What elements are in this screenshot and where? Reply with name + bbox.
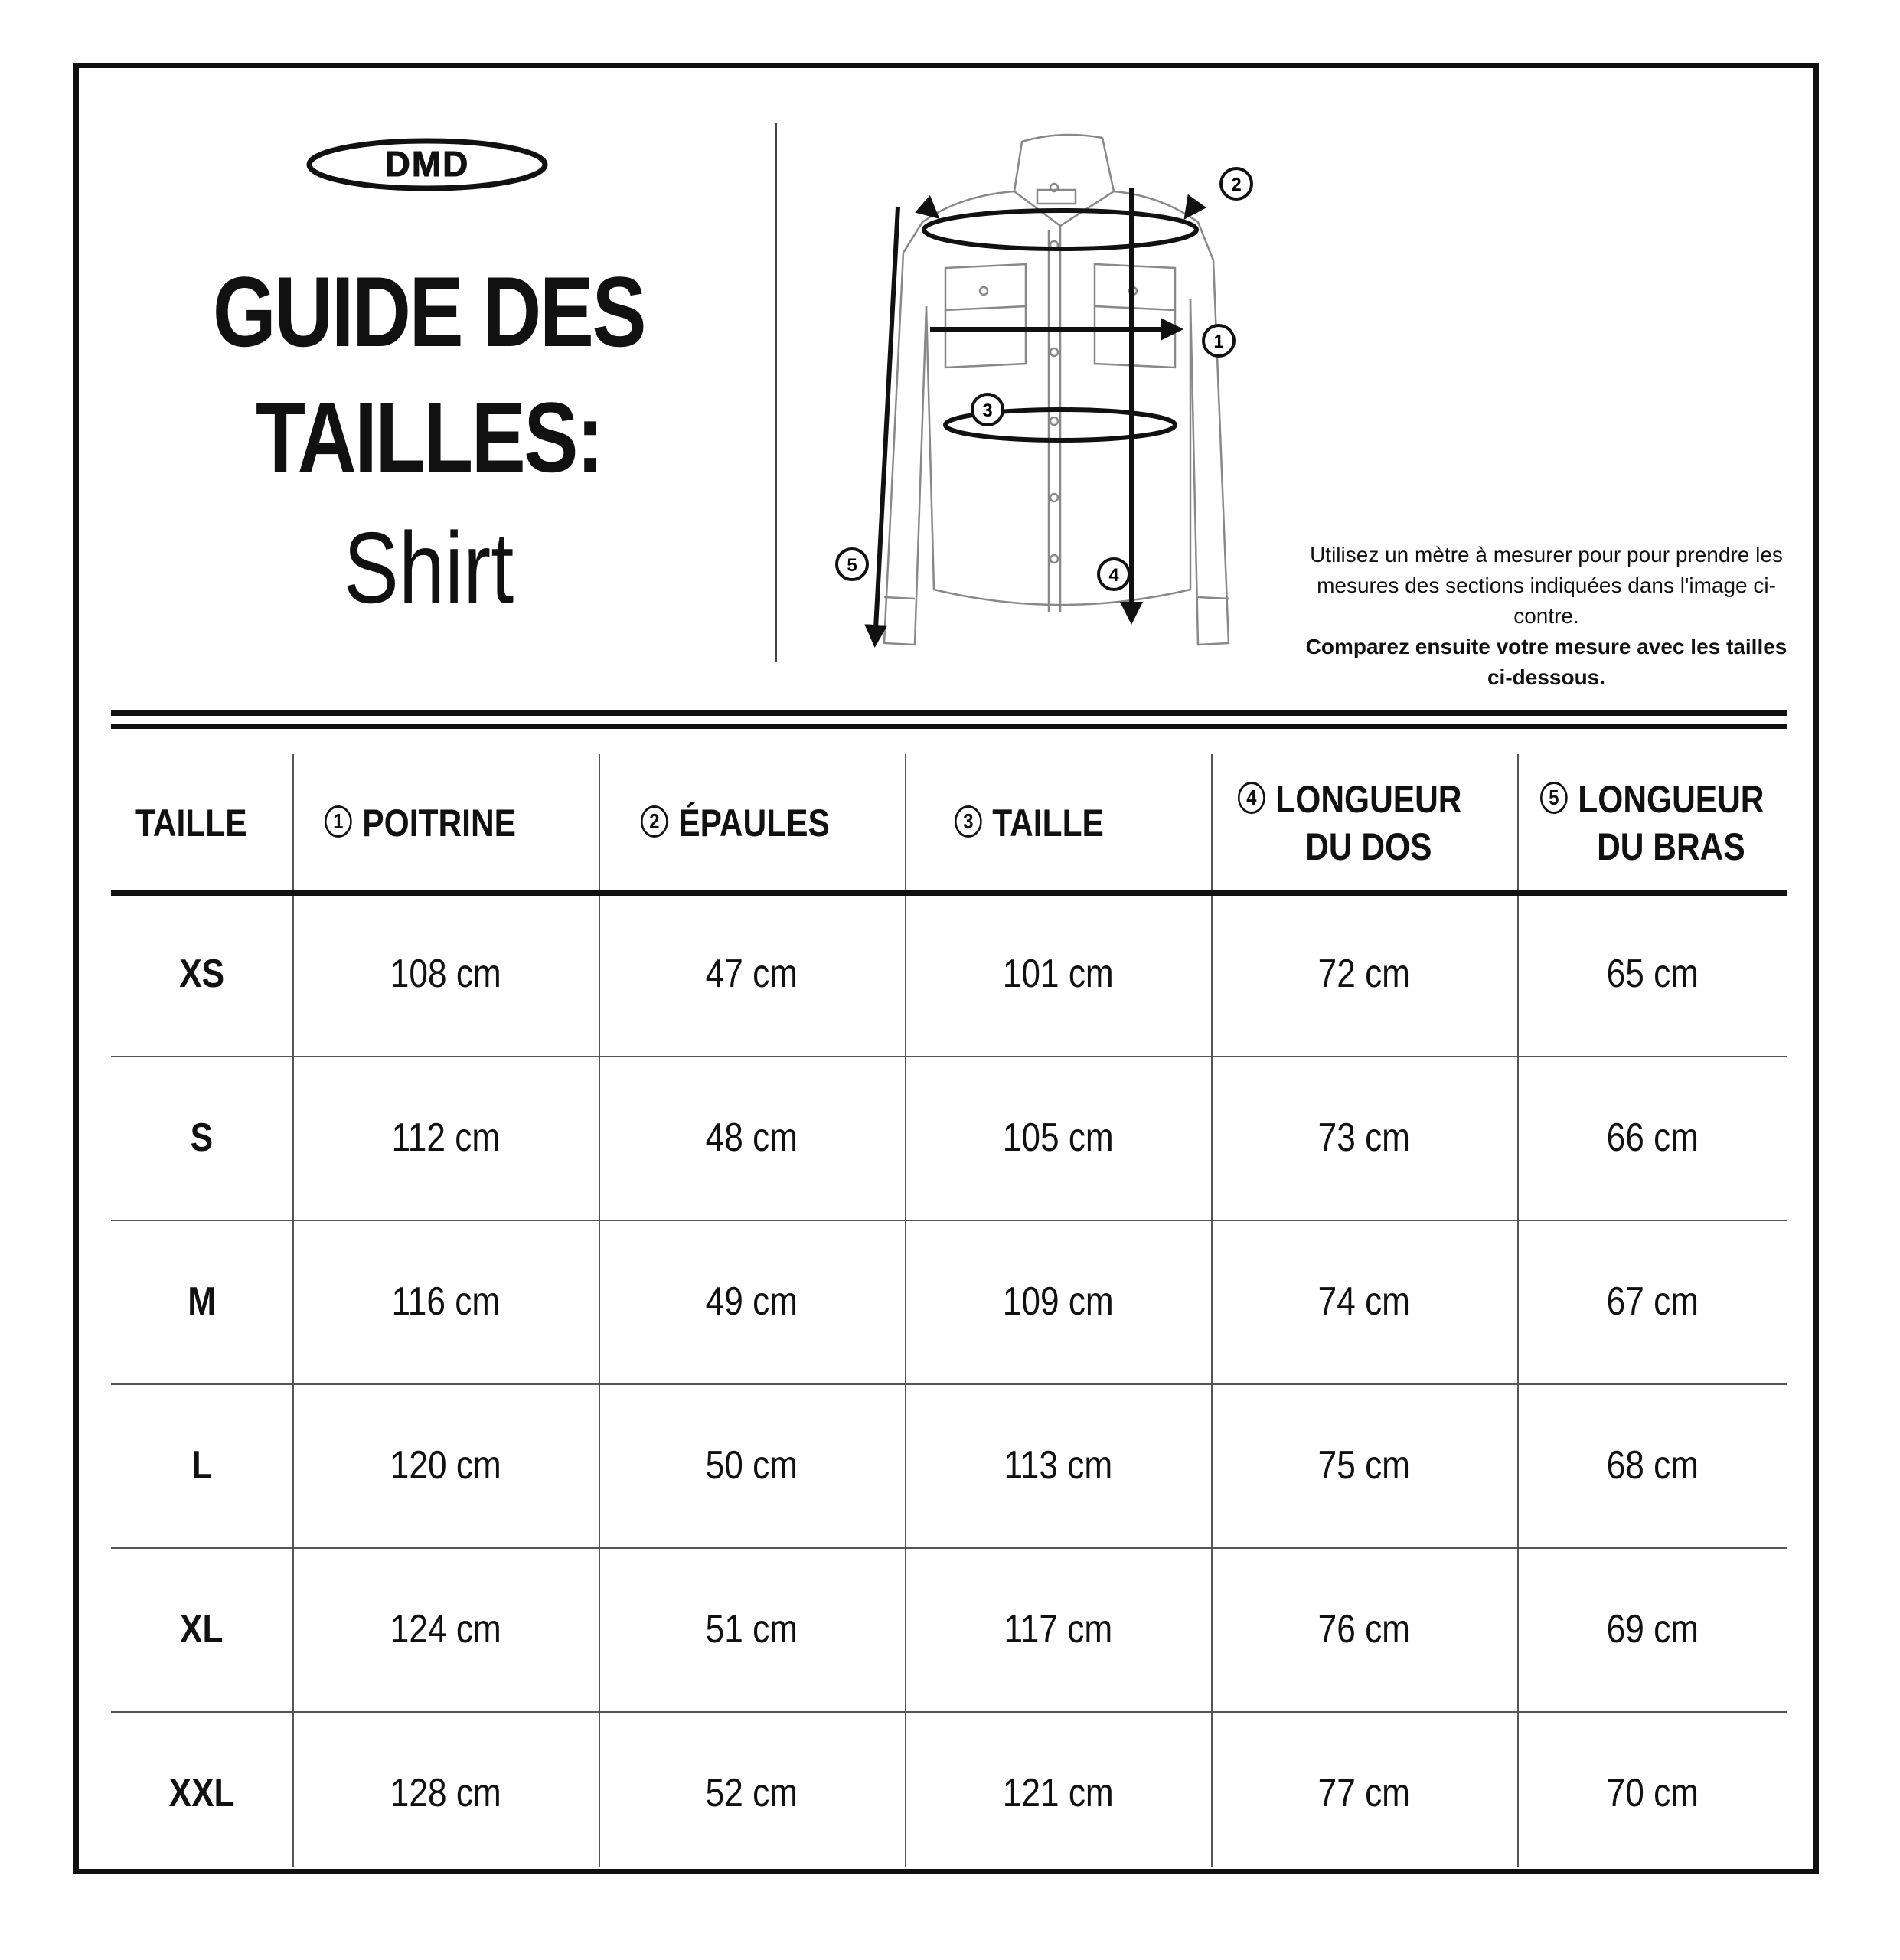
measure-cell <box>1517 1711 1787 1875</box>
cell-text: 112 cm <box>391 1116 500 1160</box>
cell-text: 72 cm <box>1317 952 1411 996</box>
column-number-icon: 5 <box>1540 782 1568 814</box>
column-header-3 <box>955 754 1130 892</box>
column-number-icon: 3 <box>955 805 982 838</box>
column-label: POITRINE <box>362 802 517 844</box>
cell-text: 67 cm <box>1606 1279 1699 1324</box>
cell-text: 74 cm <box>1317 1279 1411 1324</box>
title-line-2: TAILLES: <box>255 381 602 493</box>
marker-5-icon <box>837 549 867 580</box>
cell-text: 109 cm <box>1002 1279 1114 1324</box>
cell-text: S <box>190 1116 214 1160</box>
measure-cell <box>292 892 599 1056</box>
measure-cell <box>1211 892 1517 1056</box>
column-divider <box>1211 754 1213 1867</box>
table-row <box>111 892 1787 1056</box>
page-title <box>178 249 680 500</box>
size-cell <box>111 1056 292 1220</box>
measure-cell <box>292 1711 599 1875</box>
measure-cell <box>599 1056 905 1220</box>
size-cell <box>111 892 292 1056</box>
measure-cell <box>599 1711 905 1875</box>
size-cell <box>111 1711 292 1875</box>
measure-cell <box>1211 1383 1517 1547</box>
cell-text: 124 cm <box>390 1607 501 1651</box>
section-rule-bottom <box>111 724 1787 729</box>
cell-text: 108 cm <box>390 952 501 996</box>
cell-text: 66 cm <box>1606 1116 1699 1160</box>
column-number-icon: 2 <box>641 805 668 838</box>
cell-text: 128 cm <box>390 1771 501 1815</box>
column-header-5 <box>1540 754 1804 892</box>
column-label: TAILLE <box>135 802 247 844</box>
measure-cell <box>1211 1220 1517 1383</box>
measure-cell <box>599 1547 905 1711</box>
measure-cell <box>905 1056 1211 1220</box>
note-line-3: Comparez ensuite votre mesure avec les tailles <box>1305 635 1787 658</box>
column-label: LONGUEUR DU DOS <box>1275 778 1462 868</box>
cell-text: 73 cm <box>1317 1116 1411 1160</box>
cell-text: 69 cm <box>1606 1607 1699 1651</box>
logo-text: DMD <box>384 144 470 184</box>
cell-text: 47 cm <box>705 952 798 996</box>
header-divider <box>775 122 777 662</box>
cell-text: 77 cm <box>1317 1771 1411 1815</box>
marker-4-icon <box>1099 559 1129 590</box>
measure-cell <box>1517 892 1787 1056</box>
table-row <box>111 1383 1787 1547</box>
measure-cell <box>905 1547 1211 1711</box>
svg-text:2: 2 <box>1231 175 1242 195</box>
measure-cell <box>1517 1220 1787 1383</box>
column-header-1 <box>325 754 550 892</box>
marker-1-icon <box>1203 325 1234 356</box>
marker-2-icon <box>1221 168 1252 199</box>
measure-cell <box>905 1220 1211 1383</box>
size-cell <box>111 1220 292 1383</box>
cell-text: 65 cm <box>1606 952 1699 996</box>
measure-cell <box>599 1383 905 1547</box>
cell-text: XXL <box>168 1771 235 1815</box>
cell-text: 52 cm <box>705 1771 798 1815</box>
cell-text: 120 cm <box>390 1443 501 1488</box>
cell-text: L <box>191 1443 212 1488</box>
measure-cell <box>905 1383 1211 1547</box>
cell-text: 105 cm <box>1002 1116 1114 1160</box>
column-divider <box>292 754 294 1867</box>
section-rule-top <box>111 710 1787 716</box>
cell-text: 68 cm <box>1606 1443 1699 1488</box>
cell-text: 117 cm <box>1004 1607 1112 1651</box>
measure-cell <box>1517 1383 1787 1547</box>
column-divider <box>599 754 600 1867</box>
dmd-logo <box>306 138 548 191</box>
header-underline <box>111 890 1787 896</box>
measure-cell <box>1211 1547 1517 1711</box>
cell-text: XL <box>180 1607 224 1651</box>
cell-text: 113 cm <box>1004 1443 1112 1488</box>
measure-cell <box>905 1711 1211 1875</box>
column-header-4 <box>1238 754 1501 892</box>
note-line-4: ci-dessous. <box>1487 665 1606 689</box>
cell-text: 121 cm <box>1002 1771 1114 1815</box>
column-label: LONGUEUR DU BRAS <box>1578 778 1765 868</box>
cell-text: 70 cm <box>1606 1771 1699 1815</box>
measure-cell <box>1211 1711 1517 1875</box>
cell-text: XS <box>179 952 224 996</box>
measure-cell <box>1517 1056 1787 1220</box>
measure-cell <box>1211 1056 1517 1220</box>
svg-text:3: 3 <box>982 400 993 421</box>
size-cell <box>111 1383 292 1547</box>
measure-cell <box>292 1056 599 1220</box>
cell-text: 48 cm <box>705 1116 798 1160</box>
marker-3-icon <box>972 394 1003 425</box>
shirt-measurement-diagram <box>831 130 1275 658</box>
column-divider <box>1517 754 1519 1867</box>
measure-cell <box>599 1220 905 1383</box>
measure-cell <box>599 892 905 1056</box>
table-header <box>111 754 1787 892</box>
measuring-instructions <box>1294 540 1799 693</box>
svg-text:1: 1 <box>1213 332 1224 352</box>
cell-text: 49 cm <box>705 1279 798 1324</box>
measure-cell <box>1517 1547 1787 1711</box>
svg-text:5: 5 <box>847 555 857 576</box>
cell-text: M <box>188 1279 216 1324</box>
size-cell <box>111 1547 292 1711</box>
note-line-2: mesures des sections indiquées dans l'image ci-contre. <box>1317 573 1776 628</box>
column-number-icon: 4 <box>1238 782 1265 814</box>
table-row <box>111 1547 1787 1711</box>
measure-cell <box>292 1383 599 1547</box>
measure-cell <box>292 1220 599 1383</box>
cell-text: 76 cm <box>1317 1607 1411 1651</box>
measure-cell <box>292 1547 599 1711</box>
size-table <box>111 754 1787 1815</box>
column-header-0 <box>135 754 266 892</box>
column-number-icon: 1 <box>325 805 352 838</box>
cell-text: 51 cm <box>705 1607 798 1651</box>
measure-cell <box>905 892 1211 1056</box>
table-row <box>111 1056 1787 1220</box>
note-line-1: Utilisez un mètre à mesurer pour pour prendre les <box>1310 543 1783 567</box>
column-label: ÉPAULES <box>678 802 830 844</box>
table-row <box>111 1711 1787 1875</box>
table-row <box>111 1220 1787 1383</box>
column-label: TAILLE <box>992 802 1104 844</box>
column-divider <box>905 754 906 1867</box>
svg-text:4: 4 <box>1108 565 1119 586</box>
cell-text: 116 cm <box>391 1279 500 1324</box>
product-subtitle: Shirt <box>343 511 514 624</box>
cell-text: 75 cm <box>1317 1443 1411 1488</box>
cell-text: 50 cm <box>705 1443 798 1488</box>
marker-badges <box>837 168 1252 590</box>
title-line-1: GUIDE DES <box>212 256 645 368</box>
column-header-2 <box>641 754 863 892</box>
cell-text: 101 cm <box>1002 952 1114 996</box>
